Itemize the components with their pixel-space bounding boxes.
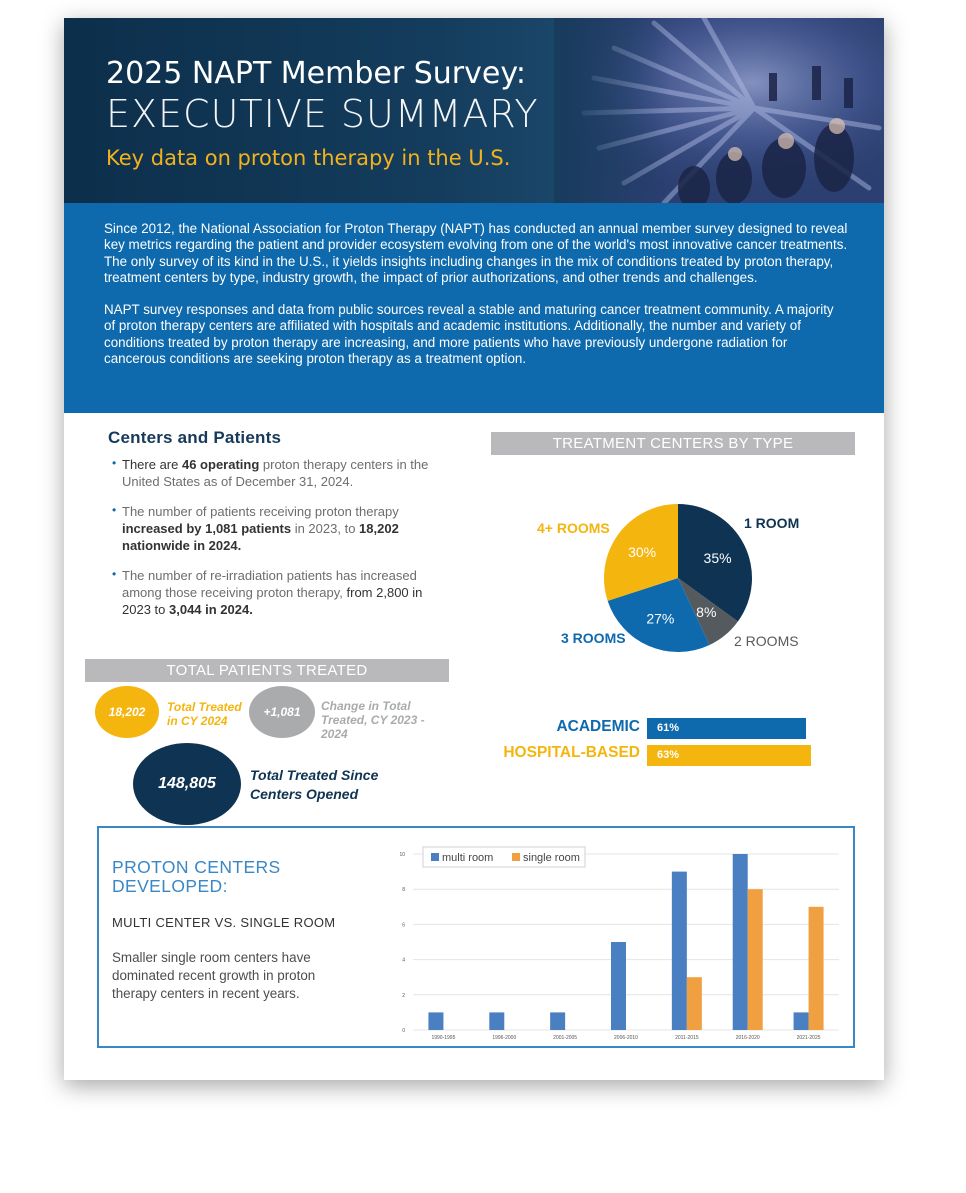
developed-title bbox=[112, 858, 281, 896]
chart-bar-multi-room bbox=[611, 942, 626, 1030]
bullet-patients-increase bbox=[112, 503, 452, 554]
chart-x-tick-label: 2016-2020 bbox=[735, 1035, 760, 1040]
pie-chart bbox=[490, 458, 870, 658]
change-value: +1,081 bbox=[263, 705, 301, 719]
centers-developed-box bbox=[97, 826, 855, 1048]
chart-x-tick-label: 2006-2010 bbox=[614, 1035, 638, 1040]
pie-label-4-rooms: 4+ ROOMS bbox=[537, 520, 610, 536]
page-title-summary: EXECUTIVE SUMMARY bbox=[106, 92, 539, 136]
chart-bar-multi-room bbox=[733, 854, 748, 1030]
bullet-text: There are bbox=[122, 457, 182, 472]
chart-y-tick-label: 0 bbox=[402, 1028, 405, 1034]
pie-label-3-rooms: 3 ROOMS bbox=[561, 630, 626, 646]
chart-x-tick-label: 2021-2025 bbox=[796, 1035, 821, 1040]
hospital-label: HOSPITAL-BASED bbox=[503, 744, 640, 761]
intro-band bbox=[64, 203, 884, 413]
chart-bar-single-room bbox=[809, 907, 824, 1030]
chart-x-tick-label: 1996-2000 bbox=[492, 1035, 517, 1040]
pie-label-1-room: 1 ROOM bbox=[744, 515, 800, 531]
bullet-operating-centers bbox=[112, 456, 452, 490]
types-band: TREATMENT CENTERS BY TYPE bbox=[491, 432, 855, 455]
bullet-dot-icon: • bbox=[112, 503, 117, 517]
intro-paragraph-2: NAPT survey responses and data from public sources reveal a stable and maturing cancer treatment community. A majority of proton therapy centers are affiliated with hospitals and academic institutions. Additionally, the number and variety of conditions treated by proton therapy are increasing, and more patients who have previously undergone radiation for cancerous conditions are seeking proton therapy as a treatment option. bbox=[104, 302, 834, 367]
bullet-bold: 18,202 nationwide in 2024. bbox=[122, 521, 399, 553]
page-title: 2025 NAPT Member Survey: bbox=[106, 56, 527, 91]
page-subtitle: Key data on proton therapy in the U.S. bbox=[106, 146, 511, 170]
developed-title-line2: DEVELOPED: bbox=[112, 876, 228, 896]
bullet-bold: increased by 1,081 patients bbox=[122, 521, 292, 536]
academic-bar bbox=[647, 718, 806, 739]
bullet-text: The number of re-irradiation patients has increased among those receiving proton therapy, bbox=[122, 568, 417, 600]
developed-description: Smaller single room centers have dominated recent growth in proton therapy centers in recent years. bbox=[112, 950, 316, 1001]
chart-y-tick-label: 2 bbox=[402, 992, 405, 999]
bullet-bold: 46 operating bbox=[181, 457, 260, 472]
bullet-dot-icon: • bbox=[112, 567, 117, 581]
bullet-text: from 2,800 in 2023 to bbox=[122, 585, 423, 617]
change-caption: Change in Total Treated, CY 2023 - 2024 bbox=[321, 699, 425, 741]
pie-label-2-rooms: 2 ROOMS bbox=[734, 633, 799, 649]
total-2024-circle bbox=[95, 686, 159, 738]
centers-bar-chart bbox=[389, 840, 849, 1040]
pie-svg bbox=[490, 458, 870, 658]
total-2024-value: 18,202 bbox=[108, 705, 146, 719]
hospital-bar bbox=[647, 745, 811, 766]
chart-bar-multi-room bbox=[550, 1012, 565, 1030]
pie-slice-4-rooms-pct: 30% bbox=[628, 543, 657, 560]
chart-x-tick-label: 2011-2015 bbox=[675, 1035, 699, 1040]
bullet-text: proton therapy centers in the United States as of December 31, 2024. bbox=[122, 457, 429, 489]
chart-bar-multi-room bbox=[794, 1012, 809, 1030]
summary-page bbox=[64, 18, 884, 1080]
chart-legend-label: multi room bbox=[442, 852, 494, 864]
pie-slice-1-room-pct: 35% bbox=[703, 549, 732, 566]
pie-slice-3-rooms-pct: 27% bbox=[646, 610, 675, 627]
chart-bar-multi-room bbox=[428, 1012, 443, 1030]
developed-subtitle: MULTI CENTER VS. SINGLE ROOM bbox=[112, 915, 336, 930]
bullet-text: in 2023, to bbox=[291, 521, 360, 536]
change-circle bbox=[249, 686, 315, 738]
chart-bar-single-room bbox=[687, 977, 702, 1030]
chart-bar-multi-room bbox=[489, 1012, 504, 1030]
since-opened-value: 148,805 bbox=[158, 775, 216, 792]
intro-paragraph-1: Since 2012, the National Association for Proton Therapy (NAPT) has conducted an annual member survey designed to reveal key metrics regarding the patient and provider ecosystem evolving from one of the world's most innovative cancer treatments. The only survey of its kind in the U.S., it yields insights including changes in the mix of conditions treated by proton therapy, treatment centers by type, industry growth, the impact of prior authorizations, and other trends and challenges. bbox=[104, 221, 848, 285]
chart-y-tick-label: 10 bbox=[399, 852, 405, 858]
since-opened-caption: Total Treated Since Centers Opened bbox=[250, 767, 379, 802]
chart-legend-swatch bbox=[431, 853, 439, 861]
chart-legend-label: single room bbox=[523, 852, 580, 864]
academic-value: 61% bbox=[657, 722, 680, 734]
chart-y-tick-label: 8 bbox=[402, 887, 405, 894]
since-opened-circle bbox=[133, 743, 241, 825]
bullet-text: The number of patients receiving proton therapy bbox=[122, 504, 399, 519]
chart-x-tick-label: 2001-2005 bbox=[553, 1035, 578, 1040]
bullet-dot-icon: • bbox=[112, 456, 117, 470]
total-2024-caption: Total Treated in CY 2024 bbox=[167, 700, 242, 728]
chart-y-tick-label: 4 bbox=[402, 957, 405, 964]
conference-photo bbox=[554, 18, 884, 203]
bullet-bold: 3,044 in 2024. bbox=[169, 602, 253, 617]
centers-bullets bbox=[112, 456, 452, 631]
header-banner bbox=[64, 18, 884, 203]
patients-band: TOTAL PATIENTS TREATED bbox=[85, 659, 449, 682]
chart-bar-multi-room bbox=[672, 872, 687, 1030]
hospital-value: 63% bbox=[657, 749, 680, 761]
chart-bar-single-room bbox=[748, 889, 763, 1030]
pie-slice-2-rooms-pct: 8% bbox=[696, 604, 717, 621]
chart-legend-swatch bbox=[512, 853, 520, 861]
academic-label: ACADEMIC bbox=[556, 718, 640, 735]
bullet-reirradiation bbox=[112, 567, 452, 618]
centers-title: Centers and Patients bbox=[108, 428, 282, 447]
chart-y-tick-label: 6 bbox=[402, 922, 405, 929]
chart-x-tick-label: 1990-1995 bbox=[431, 1035, 456, 1040]
developed-title-line1: PROTON CENTERS bbox=[112, 857, 281, 877]
